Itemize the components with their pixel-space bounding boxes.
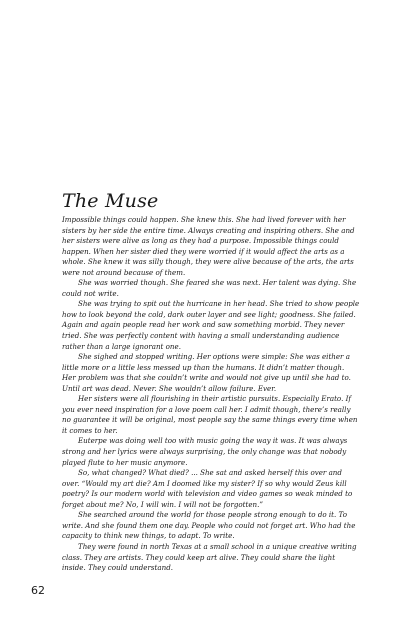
paragraph: So, what changed? What died? ... She sat and asked herself this over and over. “Would my art die? Am I doomed like my sister? If so why would Zeus kill poetry? Is our modern world with television and video games so weak minded to forget about me? No, I will win. I will not be forgotten.” <box>62 468 353 509</box>
story-body <box>62 215 360 574</box>
paragraph: Her sisters were all flourishing in their artistic pursuits. Especially Erato. If you ever need inspiration for a love poem call her. I admit though, there’s really no guarantee it will be original, most people say the same things every time when it comes to her. <box>62 394 358 435</box>
paragraph: She was worried though. She feared she was next. Her talent was dying. She could not write. <box>62 278 357 298</box>
paragraph: They were found in north Texas at a small school in a unique creative writing class. They are artists. They could keep art alive. They could share the light inside. They could understand. <box>62 541 357 573</box>
story-title: The Muse <box>62 190 159 212</box>
paragraph: Euterpe was doing well too with music going the way it was. It was always strong and her lyrics were always surprising, the only change was that nobody played flute to her music anymore. <box>62 436 348 467</box>
paragraph: She sighed and stopped writing. Her options were simple: She was either a little more or a little less messed up than the humans. It didn’t matter though. Her problem was that she couldn’t write and would not give up until she had to. Until art was dead. Never. She wouldn’t allow failure. Ever. <box>62 352 351 393</box>
paragraph: Impossible things could happen. She knew this. She had lived forever with her sisters by her side the entire time. Always creating and inspiring others. She and her sisters were alive as long as they had a purpose. Impossible things could happen. When her sister died they were worried if it would affect the arts as a whole. She knew it was silly though, they were alive because of the arts, the arts were not around because of them. <box>62 215 355 277</box>
paragraph: She searched around the world for those people strong enough to do it. To write. And she found them one day. People who could not forget art. Who had the capacity to think new things, to adapt. To write. <box>62 510 356 541</box>
paragraph: She was trying to spit out the hurricane in her head. She tried to show people how to look beyond the cold, dark outer layer and see light; goodness. She failed. Again and again people read her work and saw something morbid. They never tried. She was perfectly content with having a small understanding audience rather than a large ignorant one. <box>62 299 360 351</box>
page-number: 62 <box>31 584 45 597</box>
